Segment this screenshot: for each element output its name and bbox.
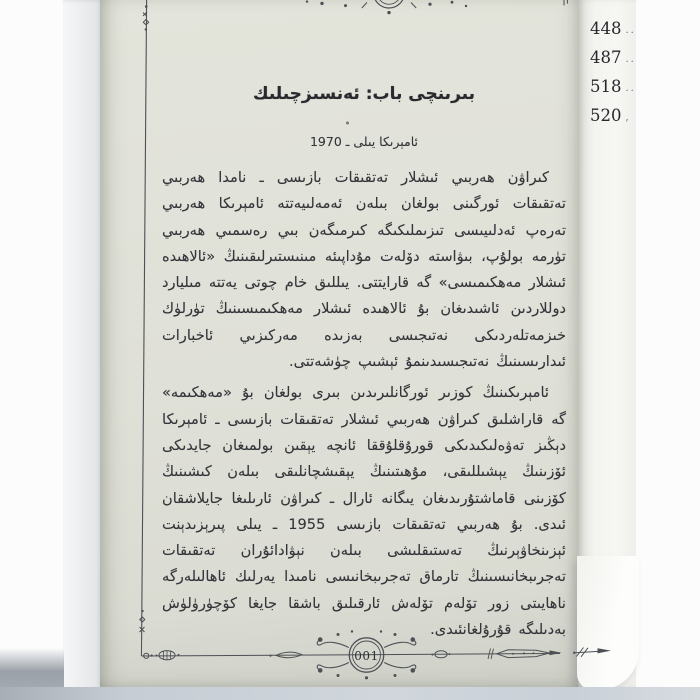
- folio-number: 001: [354, 648, 379, 663]
- toc-dot-leader: ..: [625, 54, 636, 65]
- body-text: [162, 165, 566, 643]
- paragraph-1: كىراۋن ھەربىي ئىشلار تەتقىقات بازىسى ـ نامدا ھەربىي تەتقىقات ئورگىنى بولغان بىلەن ئەمەلىيەتتە ئامېرىكا ھەربىي تەرەپ ئەدلىيىسى تىزىملىكىگە كىرمىگەن بىي رەسمىي ھەربىي تۈرمە بولۇپ، بىۋاستە دۆلەت مۇداپىئە مىنىستىرلىقىنىڭ «ئالاھىدە ئىشلار مەھكىمىسى» گە قارايتتى. يىللىق خام چوتى يەتتە مىليارد دوللاردىن ئاشىدىغان بۇ ئالاھىدە ئىشلار مەھكىمىسىنىڭ تۈرلۈك خىزمەتلەردىكى نەتىجىسى بەزىدە مەركىزىي ئاخبارات ئىدارىسىنىڭ نەتىجىسىدىنمۇ ئېشىپ چۈشەتتى.: [162, 169, 566, 371]
- previous-page-edge: [63, 0, 103, 691]
- toc-dot-leader: ..: [625, 25, 636, 36]
- backdrop-bottom-strip: [0, 687, 700, 700]
- paragraph-2: ئامېرىكىنىڭ كوزىر ئورگانلىرىدىن بىرى بولغان بۇ «مەھكىمە» گە قاراشلىق كىراۋن ھەربىي ئىشلار تەتقىقات بازىسى ـ ئامېرىكا دېڭىز تەۋەلىكىدىكى قورۇقلۇققا ئانچە يېقىن بولمىغان جايدىكى ئۆزىنىڭ يېشىللىقى، مۇھىتىنىڭ يېقىشچانلىقى بىلەن كىشىنىڭ كۆزىنى قاماشتۇرىدىغان يىگانە ئارال ـ كىراۋن ئارىلىغا جايلاشقان ئىدى. بۇ ھەربىي تەتقىقات بازىسى 1955 ـ يىلى پىرېزىدېنت ئېزىنخاۋېرنىڭ تەستىقلىشى بىلەن نېۋادائۇران تەتقىقات تەجرىبخانىسىنىڭ تارماق تەجرىبخانىسى نامىدا يەرلىك ئاھالىلەرگە ناھايىتى زور تۆلەم تۆلەش ئارقىلىق باشقا جايغا كۆچۈرۈلۈش بەدىلىگە قۇرۇلغانئىدى.: [162, 384, 566, 639]
- toc-number-value: 518: [590, 77, 622, 96]
- toc-dot-leader: ..: [625, 83, 636, 94]
- page-text-column: [162, 0, 566, 643]
- toc-dot-leader: ,: [625, 112, 631, 123]
- page-curl: [577, 556, 639, 690]
- toc-page-number: [590, 43, 636, 72]
- toc-number-value: 448: [590, 19, 622, 38]
- toc-number-value: 487: [590, 48, 622, 67]
- toc-page-number: [590, 14, 636, 43]
- chapter-title: بىرىنچى باب: ئەنسىزچىلىك: [253, 84, 475, 104]
- toc-number-value: 520: [590, 106, 622, 125]
- dateline: ئامېرىكا يىلى ـ 1970: [309, 134, 419, 149]
- toc-page-number: [590, 101, 636, 130]
- toc-page-number: [590, 72, 636, 101]
- facing-page-toc-numbers: [590, 14, 636, 130]
